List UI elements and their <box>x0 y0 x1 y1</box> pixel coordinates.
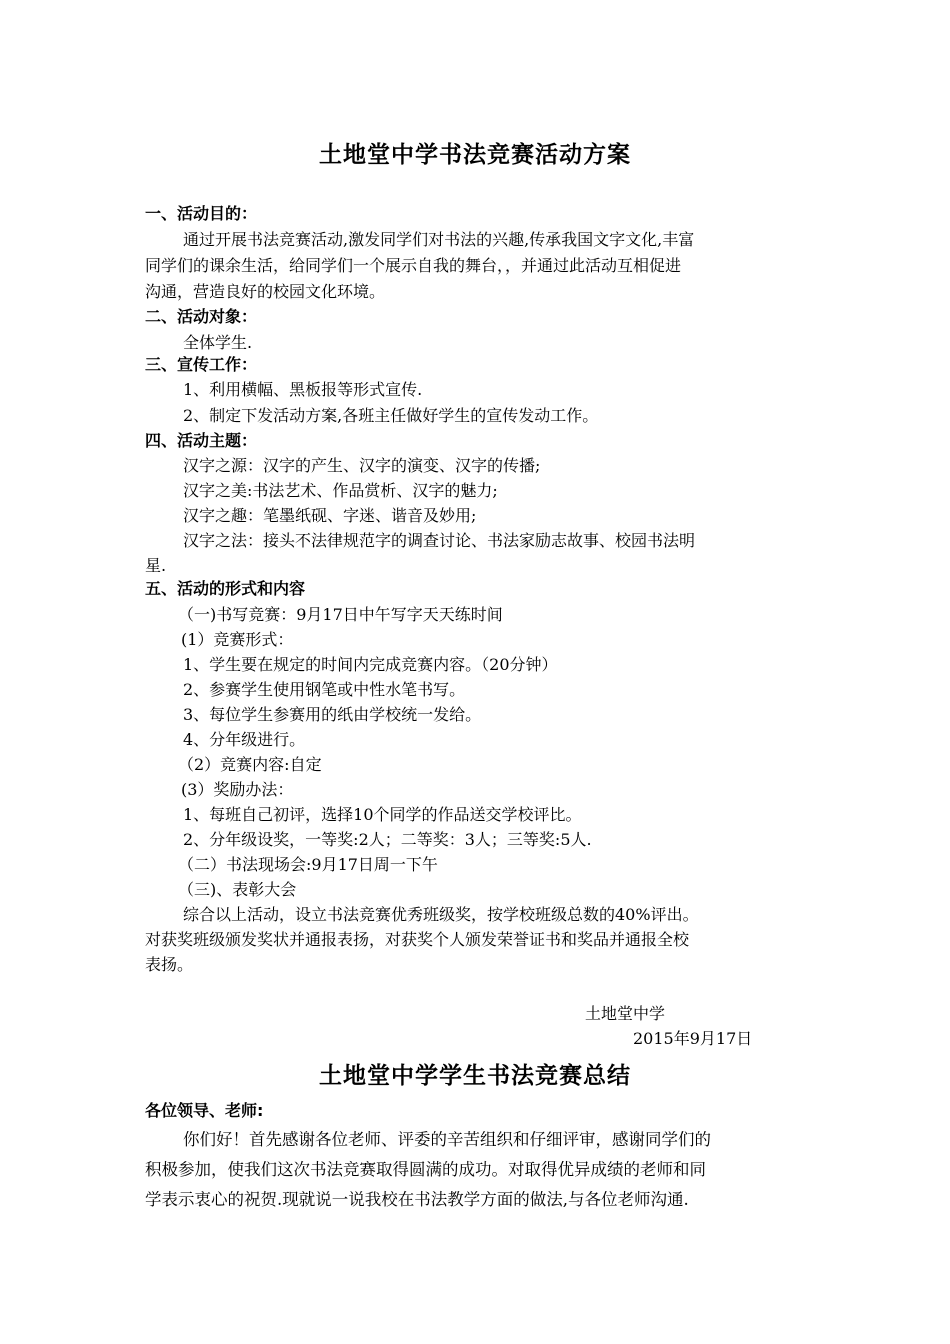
paragraph-line: 3、每位学生参赛用的纸由学校统一发给。 <box>183 705 482 724</box>
paragraph-line: 学表示衷心的祝贺.现就说一说我校在书法教学方面的做法,与各位老师沟通. <box>145 1190 689 1209</box>
paragraph-line: 你们好！首先感谢各位老师、评委的辛苦组织和仔细评审，感谢同学们的 <box>183 1130 711 1149</box>
section-heading-theme: 四、活动主题： <box>145 431 258 450</box>
paragraph-line: 对获奖班级颁发奖状并通报表扬，对获奖个人颁发荣誉证书和奖品并通报全校 <box>145 930 690 949</box>
doc2-title: 土地堂中学学生书法竞赛总结 <box>319 1063 631 1089</box>
paragraph-line: (1）竞赛形式： <box>181 630 294 649</box>
paragraph-line: （三)、表彰大会 <box>178 880 297 899</box>
section-heading-publicity: 三、宣传工作： <box>145 355 258 374</box>
section-heading-audience: 二、活动对象： <box>145 307 258 326</box>
paragraph-line: （二）书法现场会:9月17日周一下午 <box>178 855 438 874</box>
paragraph-line: 积极参加，使我们这次书法竞赛取得圆满的成功。对取得优异成绩的老师和同 <box>145 1160 706 1179</box>
paragraph-line: 沟通，营造良好的校园文化环境。 <box>145 282 386 301</box>
paragraph-line: （一)书写竞赛：9月17日中午写字天天练时间 <box>178 605 503 624</box>
section-heading-purpose: 一、活动目的： <box>145 204 258 223</box>
paragraph-line: 2、分年级设奖，一等奖:2人；二等奖：3人；三等奖:5人. <box>183 830 592 849</box>
paragraph-line: 综合以上活动，设立书法竞赛优秀班级奖，按学校班级总数的40%评出。 <box>183 905 699 924</box>
signature-date: 2015年9月17日 <box>633 1029 753 1048</box>
signature-school: 土地堂中学 <box>585 1004 666 1023</box>
paragraph-line: 星. <box>145 556 167 575</box>
section-heading-format: 五、活动的形式和内容 <box>145 579 306 598</box>
paragraph-line: 1、学生要在规定的时间内完成竞赛内容。（20分钟） <box>183 655 558 674</box>
paragraph-line: 表扬。 <box>145 955 194 974</box>
paragraph-line: 2、制定下发活动方案,各班主任做好学生的宣传发动工作。 <box>183 406 599 425</box>
doc1-title: 土地堂中学书法竞赛活动方案 <box>319 142 631 168</box>
paragraph-line: 全体学生. <box>183 333 253 352</box>
salutation: 各位领导、老师: <box>145 1101 264 1120</box>
paragraph-line: 4、分年级进行。 <box>183 730 306 749</box>
paragraph-line: （2）竞赛内容:自定 <box>178 755 322 774</box>
paragraph-line: 汉字之趣：笔墨纸砚、字迷、谐音及妙用; <box>183 506 477 525</box>
paragraph-line: 通过开展书法竞赛活动,激发同学们对书法的兴趣,传承我国文字文化,丰富 <box>183 230 695 249</box>
paragraph-line: 1、每班自己初评，选择10个同学的作品送交学校评比。 <box>183 805 582 824</box>
paragraph-line: 汉字之源：汉字的产生、汉字的演变、汉字的传播; <box>183 456 541 475</box>
paragraph-line: (3）奖励办法： <box>181 780 294 799</box>
paragraph-line: 汉字之法：接头不法律规范字的调查讨论、书法家励志故事、校园书法明 <box>183 531 696 550</box>
paragraph-line: 2、参赛学生使用钢笔或中性水笔书写。 <box>183 680 466 699</box>
paragraph-line: 1、利用横幅、黑板报等形式宣传. <box>183 380 423 399</box>
paragraph-line: 汉字之美:书法艺术、作品赏析、汉字的魅力; <box>183 481 498 500</box>
paragraph-line: 同学们的课余生活，给同学们一个展示自我的舞台，，并通过此活动互相促进 <box>145 256 682 275</box>
